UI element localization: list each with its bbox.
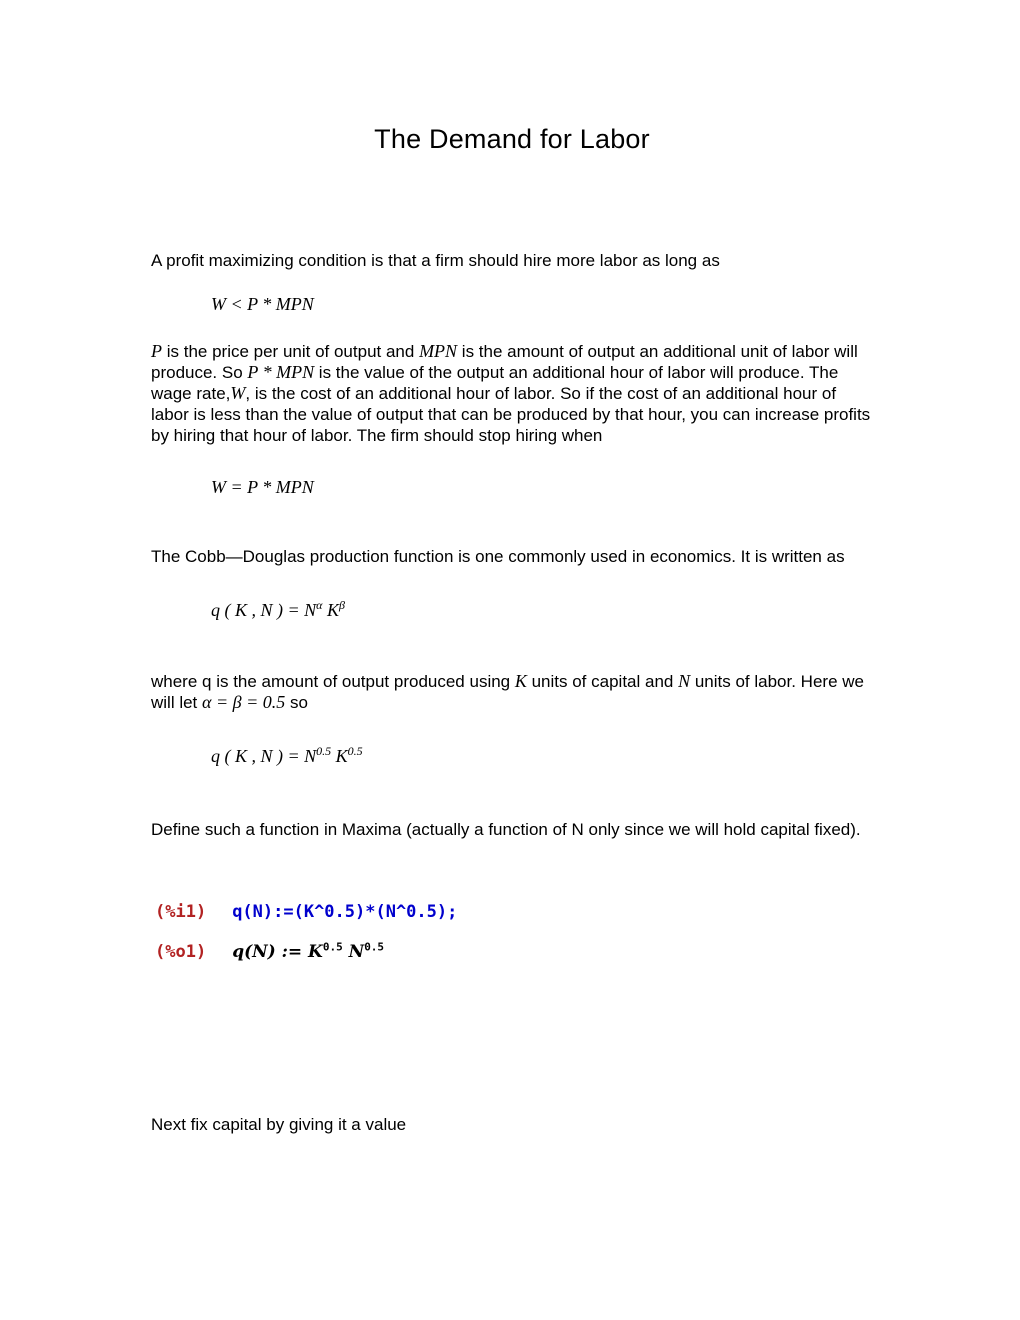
formula-exponent-alpha: α bbox=[316, 598, 323, 612]
paragraph-profit-condition: A profit maximizing condition is that a firm should hire more labor as long as bbox=[151, 251, 720, 270]
maxima-output-exponent-k: 0.5 bbox=[322, 940, 343, 954]
formula-cobb-douglas-general bbox=[211, 599, 873, 621]
maxima-input-line bbox=[155, 902, 873, 922]
document-title: The Demand for Labor bbox=[374, 124, 650, 154]
formula-exponent-beta: β bbox=[338, 598, 345, 612]
maxima-output-expression bbox=[232, 942, 384, 962]
document-content bbox=[151, 0, 873, 1135]
maxima-session bbox=[155, 902, 873, 962]
text-run: , is the cost of an additional hour of labor. So if the cost of an additional hour of labor is less than the value of output that can be produced by that hour, you can increase profits by hiring that hour of labor. The firm should stop hiring when bbox=[151, 384, 871, 445]
text-run: is the value of the output an additional hour of labor will produce. The wage rate, bbox=[151, 363, 839, 403]
formula-lhs: q ( K , N ) = N bbox=[211, 600, 317, 620]
text-run: is the amount of output an additional unit of labor will produce. So bbox=[151, 342, 858, 382]
paragraph-define-function: Define such a function in Maxima (actually a function of N only since we will hold capital fixed). bbox=[151, 820, 861, 839]
text-run: so bbox=[285, 693, 308, 712]
text-run: units of capital and bbox=[526, 672, 679, 691]
paragraph-mpn-explanation bbox=[151, 341, 873, 446]
math-var-mpn: MPN bbox=[419, 341, 458, 361]
maxima-input-label: (%i1) bbox=[155, 902, 207, 922]
math-expr-alpha-beta: α = β = 0.5 bbox=[202, 692, 286, 712]
math-var-k: K bbox=[514, 671, 527, 691]
maxima-output-exponent-n: 0.5 bbox=[364, 940, 385, 954]
formula-base-k: K bbox=[326, 600, 339, 620]
formula-w-equals: W = P * MPN bbox=[211, 477, 314, 497]
formula-w-less-than: W < P * MPN bbox=[211, 294, 314, 314]
formula-exponent-05-k: 0.5 bbox=[347, 744, 363, 758]
maxima-output-line bbox=[155, 942, 873, 962]
formula-exponent-05-n: 0.5 bbox=[316, 744, 332, 758]
text-run: is the price per unit of output and bbox=[162, 342, 420, 361]
text-run: units of labor. Here we will let bbox=[151, 672, 864, 712]
formula-lhs: q ( K , N ) = N bbox=[211, 746, 317, 766]
formula-cobb-douglas-half bbox=[211, 745, 873, 767]
formula-base-k: K bbox=[335, 746, 348, 766]
maxima-input-code: q(N):=(K^0.5)*(N^0.5); bbox=[232, 902, 458, 922]
paragraph-cobb-douglas: The Cobb—Douglas production function is one commonly used in economics. It is written as bbox=[151, 547, 845, 566]
paragraph-output-definition bbox=[151, 671, 873, 713]
math-var-n: N bbox=[678, 671, 691, 691]
maxima-output-n: N bbox=[348, 942, 365, 962]
math-expr-pmpn: P * MPN bbox=[247, 362, 315, 382]
maxima-output-lhs: q(N) := K bbox=[232, 942, 323, 962]
paragraph-fix-capital: Next fix capital by giving it a value bbox=[151, 1115, 407, 1134]
maxima-output-label: (%o1) bbox=[155, 942, 207, 962]
text-run: where q is the amount of output produced using bbox=[151, 672, 515, 691]
math-var-w: W bbox=[230, 383, 246, 403]
math-var-p: P bbox=[151, 341, 162, 361]
